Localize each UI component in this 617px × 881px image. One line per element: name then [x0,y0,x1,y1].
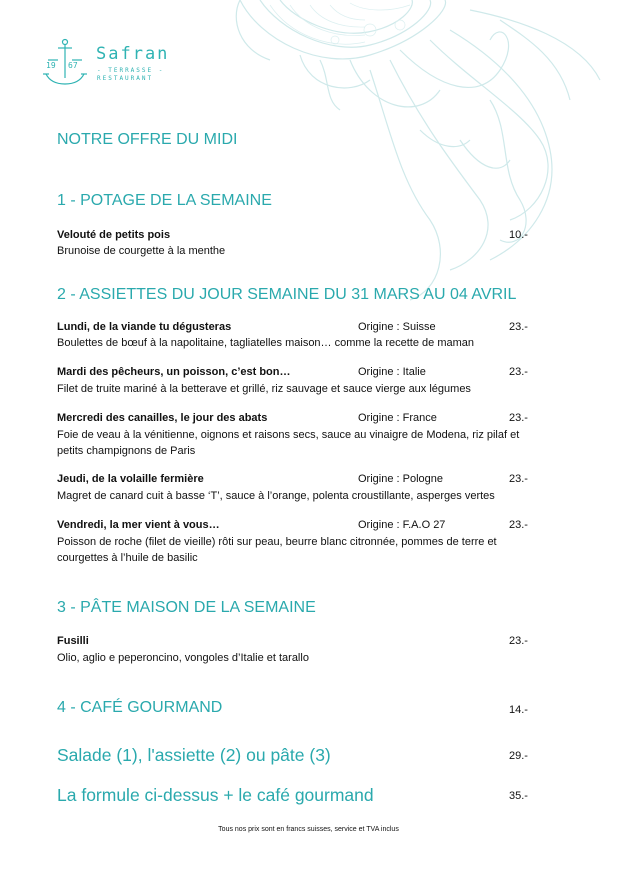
dish-title: Fusilli [57,635,89,647]
dish-price: 23.- [509,519,528,531]
dish-description: Olio, aglio e peperoncino, vongoles d’Italie et tarallo [57,652,309,664]
dish-price: 23.- [509,635,528,647]
dish-title: Lundi, de la viande tu dégusteras [57,321,232,333]
combo-price: 29.- [509,750,528,762]
price-footnote: Tous nos prix sont en francs suisses, service et TVA inclus [218,826,399,833]
offer-title: NOTRE OFFRE DU MIDI [57,131,238,148]
dish-title: Mardi des pêcheurs, un poisson, c’est bon… [57,366,291,378]
anchor-icon [40,34,190,94]
dish-title: Mercredi des canailles, le jour des abats [57,412,268,424]
jellyfish-illustration [200,0,617,310]
dish-origin: Origine : Italie [358,366,426,378]
combo-formula: Salade (1), l'assiette (2) ou pâte (3) [57,745,331,765]
dish-price: 23.- [509,321,528,333]
dish-origin: Origine : Suisse [358,321,436,333]
combo-formula-cafe: La formule ci-dessus + le café gourmand [57,785,374,805]
dish-origin: Origine : France [358,412,437,424]
brand-line2: RESTAURANT [97,75,154,82]
dish-price: 10.- [509,229,528,241]
dish-title: Vendredi, la mer vient à vous… [57,519,220,531]
year-left: 19 [46,61,56,70]
cafe-price: 14.- [509,704,528,716]
combo-cafe-price: 35.- [509,790,528,802]
brand-line1: TERRASSE [108,67,154,74]
dish-description: Brunoise de courgette à la menthe [57,245,226,257]
dish-price: 23.- [509,412,528,424]
dish-description: Boulettes de bœuf à la napolitaine, tagliatelles maison… comme la recette de maman [57,337,474,349]
year-right: 67 [68,61,78,70]
section-heading: 1 - POTAGE DE LA SEMAINE [57,192,272,209]
dish-price: 23.- [509,366,528,378]
brand-subtitle: - TERRASSE - RESTAURANT [97,67,165,82]
cafe-heading: 4 - CAFÉ GOURMAND [57,699,223,716]
brand-name: Safran [96,44,170,64]
dish-origin: Origine : F.A.O 27 [358,519,446,531]
dish-description: Filet de truite mariné à la betterave et grillé, riz sauvage et sauce vierge aux légumes [57,383,471,395]
dish-description: Poisson de roche (filet de vieille) rôti sur peau, beurre blanc citronnée, pommes de terre et courgettes à l’huile de basilic [57,536,497,564]
section-heading: 3 - PÂTE MAISON DE LA SEMAINE [57,599,316,616]
dish-description: Magret de canard cuit à basse ‘T’, sauce à l’orange, polenta croustillante, asperges vertes [57,490,495,502]
dish-price: 23.- [509,473,528,485]
dish-title: Velouté de petits pois [57,229,171,241]
dish-title: Jeudi, de la volaille fermière [57,473,204,485]
dish-description: Foie de veau à la vénitienne, oignons et raisons secs, sauce au vinaigre de Modena, riz pilaf et petits champignons de Paris [57,429,520,457]
section-heading: 2 - ASSIETTES DU JOUR SEMAINE DU 31 MARS AU 04 AVRIL [57,286,517,303]
dish-origin: Origine : Pologne [358,473,443,485]
